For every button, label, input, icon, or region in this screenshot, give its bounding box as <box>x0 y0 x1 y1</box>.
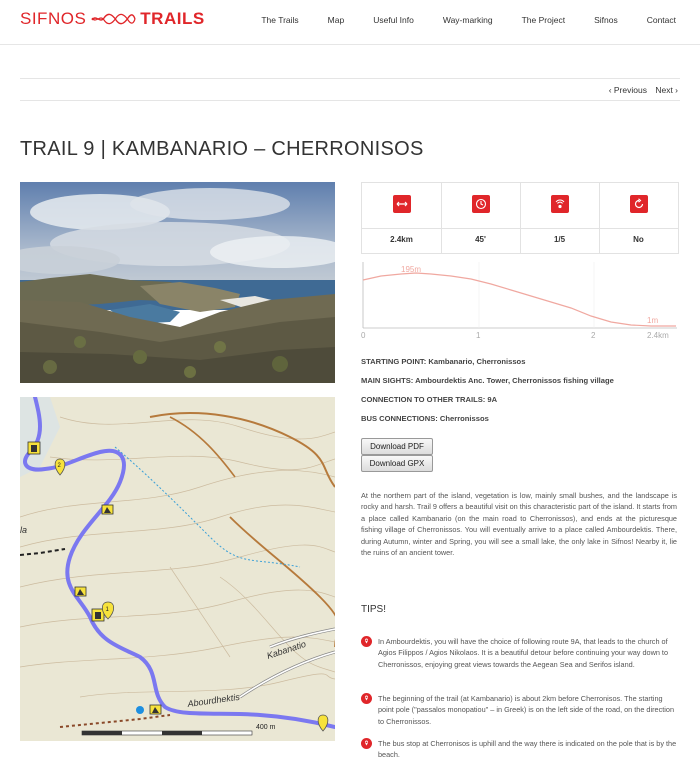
map-pin-icon <box>361 636 372 647</box>
nav-sifnos[interactable]: Sifnos <box>594 15 618 25</box>
tip-text: The beginning of the trail (at Kambanario) is about 2km before Cherronisos. The starting point pole ("passalos monopatiou" – in Greek) is on the left side of the road, on the direction to Cherronissos. <box>378 694 675 726</box>
stat-difficulty <box>520 183 600 253</box>
trail-stats <box>361 182 679 254</box>
topographic-map <box>20 397 335 741</box>
distance-icon <box>393 195 411 213</box>
trail-description: At the northern part of the island, vegetation is low, mainly small bushes, and the landscape is rocky and harsh. Trail 9 offers a beautiful visit on this characteristic part of the island. It starts from a place called Kambanario (on the main road to Cherronissos), and ends at the picturesque fishing village of Cherronissos. You will eventually arrive to a place called Ambourdektis. There, during Autumn, winter and Spring, you will see a small lake, the only lake in Sifnos! Nearby it, lie the ruins of an ancient tower. <box>361 491 677 558</box>
tips-heading: TIPS! <box>361 604 387 615</box>
next-link[interactable]: Next › <box>655 85 678 95</box>
starting-point: STARTING POINT: Kambanario, Cherronissos <box>361 357 526 366</box>
post-pager <box>603 85 678 95</box>
stat-distance <box>362 183 442 253</box>
circular-icon <box>630 195 648 213</box>
lake-icon <box>136 706 144 714</box>
tower-icon <box>92 609 104 621</box>
nav-the-trails[interactable]: The Trails <box>261 15 299 25</box>
profile-max-label: 195m <box>401 265 422 274</box>
profile-tick-1: 1 <box>476 331 481 340</box>
tower-icon <box>28 442 40 454</box>
divider-top <box>20 78 680 79</box>
nav-way-marking[interactable]: Way-marking <box>442 15 493 25</box>
page-title: TRAIL 9 | KAMBANARIO – CHERRONISOS <box>20 138 424 160</box>
place-label-kabanatio: Kabanatio <box>265 638 308 661</box>
logo-part2: TRAILS <box>140 9 205 28</box>
place-label-la: la <box>20 525 28 535</box>
stat-duration <box>441 183 521 253</box>
scale-label: 400 m <box>256 724 276 731</box>
profile-tick-0: 0 <box>361 331 366 340</box>
tip-text: The bus stop at Cherronisos is uphill and the way there is indicated on the pole that is by the beach. <box>378 739 677 760</box>
site-logo[interactable] <box>20 9 205 29</box>
download-pdf-button[interactable]: Download PDF <box>361 438 433 455</box>
clock-icon <box>472 195 490 213</box>
nav-contact[interactable]: Contact <box>646 15 676 25</box>
profile-line <box>363 273 676 326</box>
stat-circular <box>599 183 678 253</box>
marker-2-label: 2 <box>57 463 61 469</box>
nav-map[interactable]: Map <box>327 15 345 25</box>
nav-useful-info[interactable]: Useful Info <box>373 15 414 25</box>
hill-icon <box>102 505 113 514</box>
nav-the-project[interactable]: The Project <box>521 15 566 25</box>
map-pin-icon <box>361 738 372 749</box>
logo-rope-icon <box>90 12 136 26</box>
difficulty-icon <box>551 195 569 213</box>
divider-bottom <box>20 100 680 101</box>
trail-map[interactable] <box>20 397 335 741</box>
bus-connections: BUS CONNECTIONS: Cherronissos <box>361 414 489 423</box>
distance-value: 2.4km <box>390 235 413 244</box>
logo-part1: SIFNOS <box>20 9 87 28</box>
difficulty-value: 1/5 <box>553 235 566 244</box>
main-sights: MAIN SIGHTS: Ambourdektis Anc. Tower, Cherronissos fishing village <box>361 376 614 385</box>
place-label-aboudhektis: Abourdhektis <box>186 691 241 709</box>
download-gpx-button[interactable]: Download GPX <box>361 455 433 472</box>
profile-tick-2: 2 <box>591 331 596 340</box>
duration-value: 45' <box>475 235 486 244</box>
site-header <box>0 0 700 45</box>
circular-value: No <box>633 235 644 244</box>
marker-1-label: 1 <box>105 607 109 613</box>
hill-icon <box>75 587 86 596</box>
profile-tick-3: 2.4km <box>647 331 669 340</box>
map-pin-icon <box>361 693 372 704</box>
previous-link[interactable]: ‹ Previous <box>608 85 647 95</box>
profile-min-label: 1m <box>647 316 659 325</box>
trail-photo[interactable] <box>20 182 335 383</box>
connection-trails: CONNECTION TO OTHER TRAILS: 9A <box>361 395 498 404</box>
tip-text: In Ambourdektis, you will have the choice of following route 9A, that leads to the church of Agios Filippos / Agios Nikolaos. It is a beautiful detour before continuing your way down to Cherronissos, enjoying great views towards the Aegean Sea and Serifos island. <box>378 637 669 669</box>
elevation-profile <box>361 262 677 342</box>
hill-icon <box>150 705 161 714</box>
main-nav <box>232 15 676 25</box>
landscape-image <box>20 182 335 383</box>
